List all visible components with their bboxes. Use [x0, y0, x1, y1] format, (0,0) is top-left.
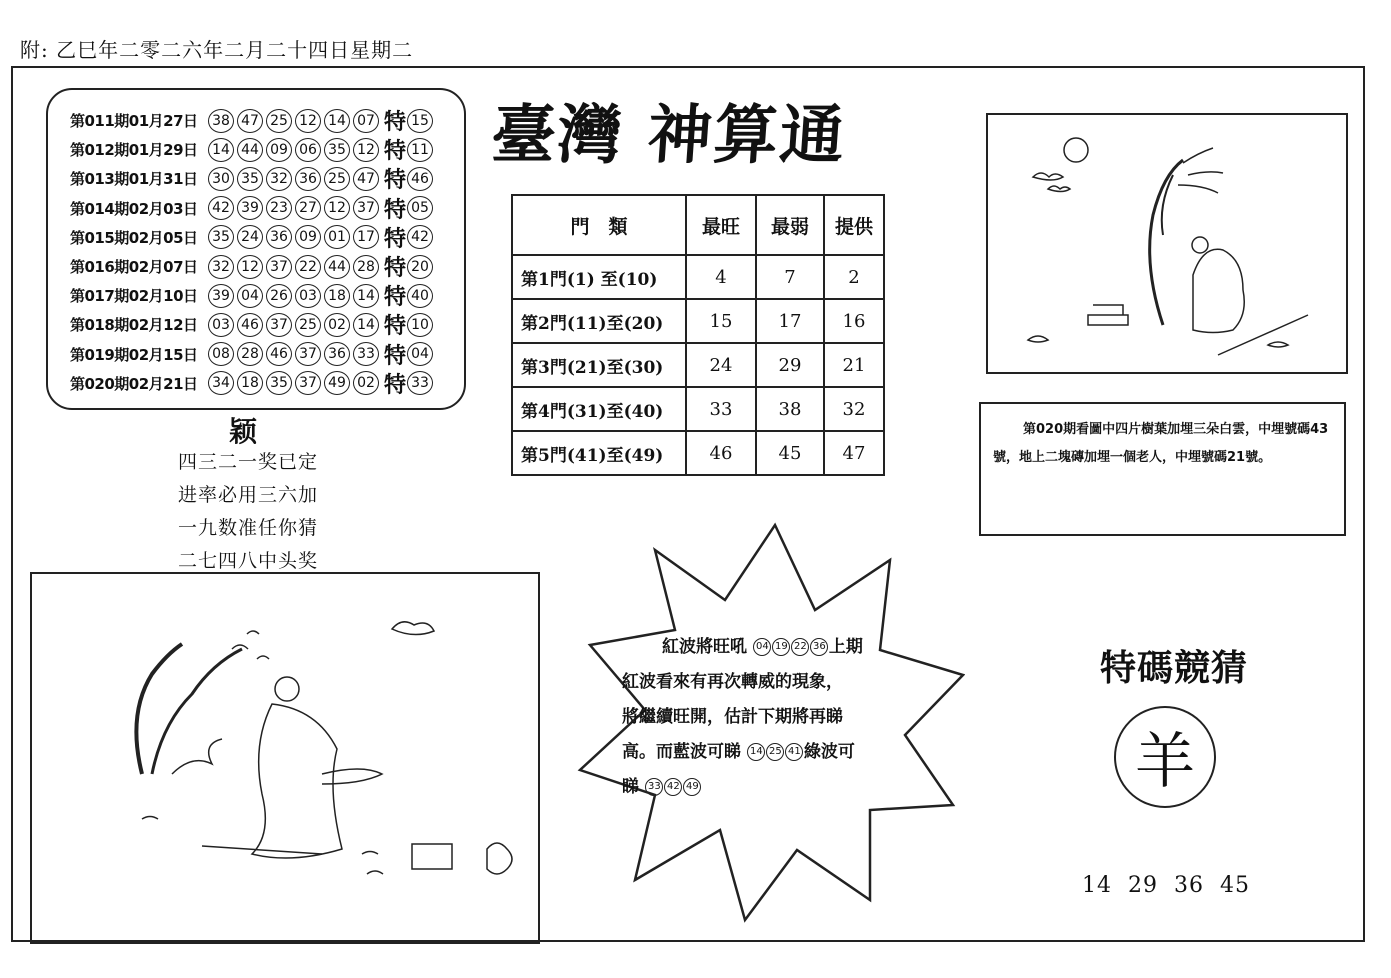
special-label: 特: [384, 226, 407, 252]
circled-number: 42: [664, 778, 682, 796]
history-row: [70, 223, 436, 252]
history-row: [70, 369, 436, 398]
special-label: 特: [384, 285, 407, 311]
special-label: 特: [384, 110, 407, 135]
circled-number: 25: [766, 743, 784, 761]
number-ball: 35: [237, 167, 263, 191]
special-label: 特: [384, 139, 407, 165]
red-wave-balls: [753, 637, 829, 657]
number-ball: 09: [266, 138, 292, 162]
number-ball: 26: [266, 284, 292, 308]
standing-sage-drawing: [32, 574, 538, 942]
poem-line: 进率必用三六加: [178, 484, 319, 506]
header-min: 最弱: [756, 195, 824, 255]
special-ball: 05: [407, 196, 433, 220]
table-row: [512, 255, 884, 299]
sitting-sage-drawing: [988, 115, 1346, 372]
poem-line: 二七四八中头奖: [178, 550, 319, 572]
number-ball: 32: [266, 167, 292, 191]
number-ball: 07: [353, 109, 379, 133]
number-ball: 37: [295, 371, 321, 395]
special-label: 特: [384, 343, 407, 369]
special-label: 特: [384, 197, 407, 223]
number-ball: 35: [266, 371, 292, 395]
number-ball: 34: [208, 371, 234, 395]
number-ball: 37: [353, 196, 379, 220]
poem-line: 四三二一奖已定: [178, 451, 319, 473]
number-ball: 35: [324, 138, 350, 162]
number-ball: 37: [266, 313, 292, 337]
circled-number: 41: [785, 743, 803, 761]
draw-date-label: 第018期02月12日: [70, 316, 198, 335]
number-ball: 08: [208, 342, 234, 366]
number-ball: 17: [353, 225, 379, 249]
number-ball: 14: [353, 284, 379, 308]
number-ball: 39: [237, 196, 263, 220]
gate-cell: 第3門(21)至(30): [512, 343, 686, 387]
number-ball: 02: [353, 371, 379, 395]
history-row: [70, 164, 436, 193]
special-ball: 20: [407, 255, 433, 279]
number-ball: 03: [295, 284, 321, 308]
draw-date-label: 第020期02月21日: [70, 374, 198, 393]
history-row: [70, 340, 436, 369]
draw-date-label: 第015期02月05日: [70, 228, 198, 247]
star-line-text: 綠波可: [803, 742, 855, 762]
history-row: [70, 252, 436, 281]
special-ball: 33: [407, 371, 433, 395]
history-row: [70, 281, 436, 310]
number-ball: 28: [237, 342, 263, 366]
number-ball: 36: [324, 342, 350, 366]
number-ball: 47: [353, 167, 379, 191]
special-label: 特: [384, 372, 407, 398]
history-panel: [46, 88, 466, 410]
number-ball: 12: [295, 109, 321, 133]
number-ball: 12: [324, 196, 350, 220]
history-row: [70, 310, 436, 339]
number-ball: 37: [295, 342, 321, 366]
star-line-text: 睇: [622, 777, 639, 797]
special-ball: 04: [407, 342, 433, 366]
number-ball: 01: [324, 225, 350, 249]
max-cell: 46: [686, 431, 756, 475]
number-ball: 37: [266, 255, 292, 279]
circled-number: 19: [772, 638, 790, 656]
illustration-sitting-sage: [986, 113, 1348, 374]
history-row: [70, 194, 436, 223]
provide-cell: 2: [824, 255, 884, 299]
number-ball: 36: [266, 225, 292, 249]
circled-number: 36: [810, 638, 828, 656]
number-ball: 32: [208, 255, 234, 279]
number-ball: 33: [353, 342, 379, 366]
provide-cell: 21: [824, 343, 884, 387]
star-line-text: 上期: [828, 637, 863, 657]
poem-title: 颖: [229, 415, 258, 448]
number-ball: 14: [208, 138, 234, 162]
draw-date-label: 第012期01月29日: [70, 141, 198, 160]
special-ball: 40: [407, 284, 433, 308]
number-ball: 12: [237, 255, 263, 279]
special-ball: 46: [407, 167, 433, 191]
gate-cell: 第5門(41)至(49): [512, 431, 686, 475]
star-text: [622, 630, 888, 805]
header-provide: 提供: [824, 195, 884, 255]
number-ball: 22: [295, 255, 321, 279]
provide-cell: 47: [824, 431, 884, 475]
table-row: [512, 299, 884, 343]
number-ball: 04: [237, 284, 263, 308]
header-gate: 門 類: [512, 195, 686, 255]
number-ball: 06: [295, 138, 321, 162]
header-date: 附: 乙巳年二零二六年二月二十四日星期二: [20, 38, 414, 62]
star-line: [622, 630, 888, 665]
number-ball: 14: [324, 109, 350, 133]
number-ball: 38: [208, 109, 234, 133]
history-row: [70, 106, 436, 135]
min-cell: 7: [756, 255, 824, 299]
star-line: 紅波看來有再次轉威的現象，: [622, 672, 843, 692]
number-ball: 42: [208, 196, 234, 220]
number-ball: 49: [324, 371, 350, 395]
circled-number: 04: [753, 638, 771, 656]
number-ball: 12: [353, 138, 379, 162]
blue-wave-balls: [747, 742, 804, 762]
hint-note: [979, 402, 1346, 536]
circled-number: 49: [683, 778, 701, 796]
number-ball: 24: [237, 225, 263, 249]
circled-number: 14: [747, 743, 765, 761]
number-ball: 02: [324, 313, 350, 337]
circled-number: 22: [791, 638, 809, 656]
star-line: [622, 735, 888, 770]
max-cell: 15: [686, 299, 756, 343]
special-label: 特: [384, 256, 407, 281]
min-cell: 38: [756, 387, 824, 431]
number-ball: 25: [324, 167, 350, 191]
min-cell: 29: [756, 343, 824, 387]
special-ball: 42: [407, 225, 433, 249]
gate-cell: 第4門(31)至(40): [512, 387, 686, 431]
star-line-text: 紅波將旺吼: [662, 637, 747, 657]
green-wave-balls: [645, 777, 702, 797]
main-title: 臺灣 神算通: [488, 98, 849, 173]
special-ball: 11: [407, 138, 433, 162]
number-ball: 44: [237, 138, 263, 162]
star-line: [622, 770, 888, 805]
draw-date-label: 第011期01月27日: [70, 112, 198, 130]
special-ball: 10: [407, 313, 433, 337]
max-cell: 4: [686, 255, 756, 299]
zodiac-circle: [1114, 706, 1216, 808]
number-ball: 14: [353, 313, 379, 337]
guess-numbers: 14 29 36 45: [1082, 873, 1250, 898]
illustration-standing-sage: [30, 572, 540, 944]
min-cell: 45: [756, 431, 824, 475]
table-row: [512, 343, 884, 387]
number-ball: 25: [266, 109, 292, 133]
header-max: 最旺: [686, 195, 756, 255]
guess-title: 特碼競猜: [1100, 647, 1249, 689]
star-line-text: 高。而藍波可睇: [622, 742, 741, 762]
gate-cell: 第1門(1) 至(10): [512, 255, 686, 299]
number-ball: 18: [237, 371, 263, 395]
min-cell: 17: [756, 299, 824, 343]
table-row: [512, 431, 884, 475]
draw-date-label: 第016期02月07日: [70, 258, 198, 276]
provide-cell: 16: [824, 299, 884, 343]
provide-cell: 32: [824, 387, 884, 431]
number-ball: 28: [353, 255, 379, 279]
number-ball: 25: [295, 313, 321, 337]
number-ball: 27: [295, 196, 321, 220]
max-cell: 24: [686, 343, 756, 387]
gate-cell: 第2門(11)至(20): [512, 299, 686, 343]
number-ball: 23: [266, 196, 292, 220]
special-label: 特: [384, 168, 407, 194]
draw-date-label: 第019期02月15日: [70, 345, 198, 364]
star-line: 將繼續旺開，估計下期將再睇: [622, 707, 843, 727]
number-ball: 47: [237, 109, 263, 133]
draw-date-label: 第013期01月31日: [70, 170, 198, 189]
poem-line: 一九数准任你猜: [178, 517, 319, 539]
special-label: 特: [384, 314, 407, 340]
draw-date-label: 第014期02月03日: [70, 199, 198, 218]
circled-number: 33: [645, 778, 663, 796]
history-row: [70, 135, 436, 164]
number-ball: 18: [324, 284, 350, 308]
gate-table: [511, 194, 885, 476]
hint-text: 第020期看圖中四片樹葉加埋三朵白雲，中埋號碼43號，地上二塊磚加埋一個老人，中埋號碼21號。: [993, 422, 1329, 465]
special-ball: 15: [407, 109, 433, 133]
number-ball: 46: [266, 342, 292, 366]
number-ball: 39: [208, 284, 234, 308]
zodiac-sign: 羊: [1135, 727, 1195, 797]
number-ball: 30: [208, 167, 234, 191]
draw-date-label: 第017期02月10日: [70, 287, 198, 306]
number-ball: 09: [295, 225, 321, 249]
max-cell: 33: [686, 387, 756, 431]
number-ball: 46: [237, 313, 263, 337]
number-ball: 03: [208, 313, 234, 337]
table-row: [512, 387, 884, 431]
number-ball: 35: [208, 225, 234, 249]
number-ball: 36: [295, 167, 321, 191]
number-ball: 44: [324, 255, 350, 279]
